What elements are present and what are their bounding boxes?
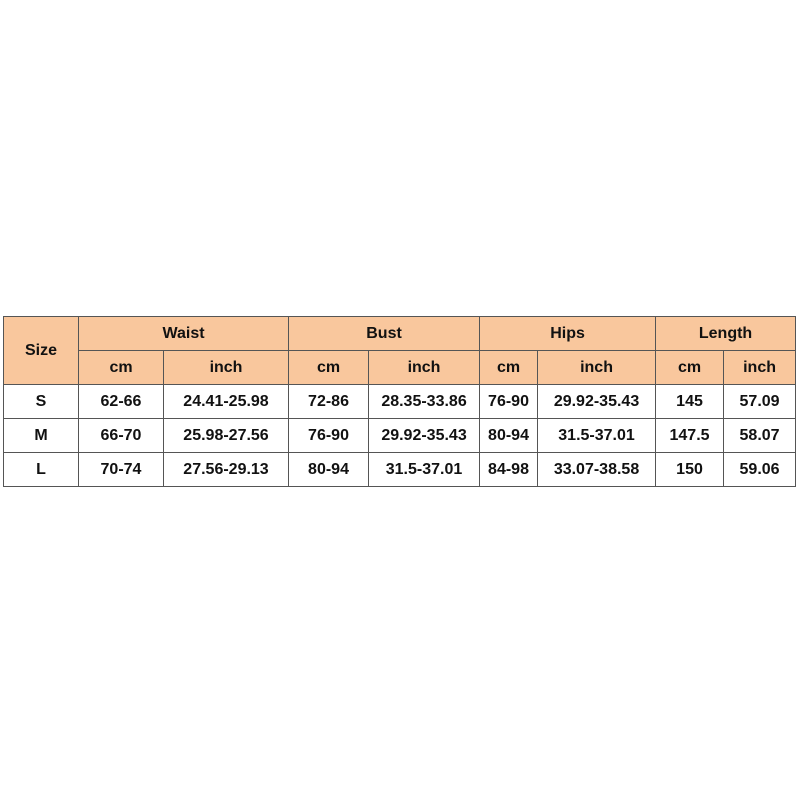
length-header: Length — [656, 317, 796, 351]
waist-inch-cell: 27.56-29.13 — [164, 453, 289, 487]
length-cm-cell: 150 — [656, 453, 724, 487]
length-inch-cell: 59.06 — [724, 453, 796, 487]
waist-cm-cell: 62-66 — [79, 385, 164, 419]
table-row — [4, 453, 796, 487]
hips-inch-cell: 31.5-37.01 — [538, 419, 656, 453]
size-cell: S — [4, 385, 79, 419]
length-cm-cell: 147.5 — [656, 419, 724, 453]
length-inch-cell: 58.07 — [724, 419, 796, 453]
hips-cm-cell: 76-90 — [480, 385, 538, 419]
waist-inch-cell: 25.98-27.56 — [164, 419, 289, 453]
hips-header: Hips — [480, 317, 656, 351]
bust-inch-cell: 31.5-37.01 — [369, 453, 480, 487]
waist-header: Waist — [79, 317, 289, 351]
bust-cm-cell: 72-86 — [289, 385, 369, 419]
hips-inch-cell: 29.92-35.43 — [538, 385, 656, 419]
table-row — [4, 419, 796, 453]
bust-inch-cell: 28.35-33.86 — [369, 385, 480, 419]
length-inch-cell: 57.09 — [724, 385, 796, 419]
hips-inch-cell: 33.07-38.58 — [538, 453, 656, 487]
group-header-row — [4, 317, 796, 351]
waist-inch-cell: 24.41-25.98 — [164, 385, 289, 419]
waist-cm-header: cm — [79, 351, 164, 385]
hips-cm-cell: 80-94 — [480, 419, 538, 453]
waist-cm-cell: 66-70 — [79, 419, 164, 453]
table-row — [4, 385, 796, 419]
hips-inch-header: inch — [538, 351, 656, 385]
size-chart-table — [3, 316, 796, 487]
bust-cm-cell: 76-90 — [289, 419, 369, 453]
bust-cm-header: cm — [289, 351, 369, 385]
waist-inch-header: inch — [164, 351, 289, 385]
size-cell: L — [4, 453, 79, 487]
unit-header-row — [4, 351, 796, 385]
length-cm-header: cm — [656, 351, 724, 385]
length-cm-cell: 145 — [656, 385, 724, 419]
bust-cm-cell: 80-94 — [289, 453, 369, 487]
bust-header: Bust — [289, 317, 480, 351]
length-inch-header: inch — [724, 351, 796, 385]
size-cell: M — [4, 419, 79, 453]
waist-cm-cell: 70-74 — [79, 453, 164, 487]
size-header: Size — [4, 317, 79, 385]
hips-cm-header: cm — [480, 351, 538, 385]
bust-inch-cell: 29.92-35.43 — [369, 419, 480, 453]
bust-inch-header: inch — [369, 351, 480, 385]
hips-cm-cell: 84-98 — [480, 453, 538, 487]
